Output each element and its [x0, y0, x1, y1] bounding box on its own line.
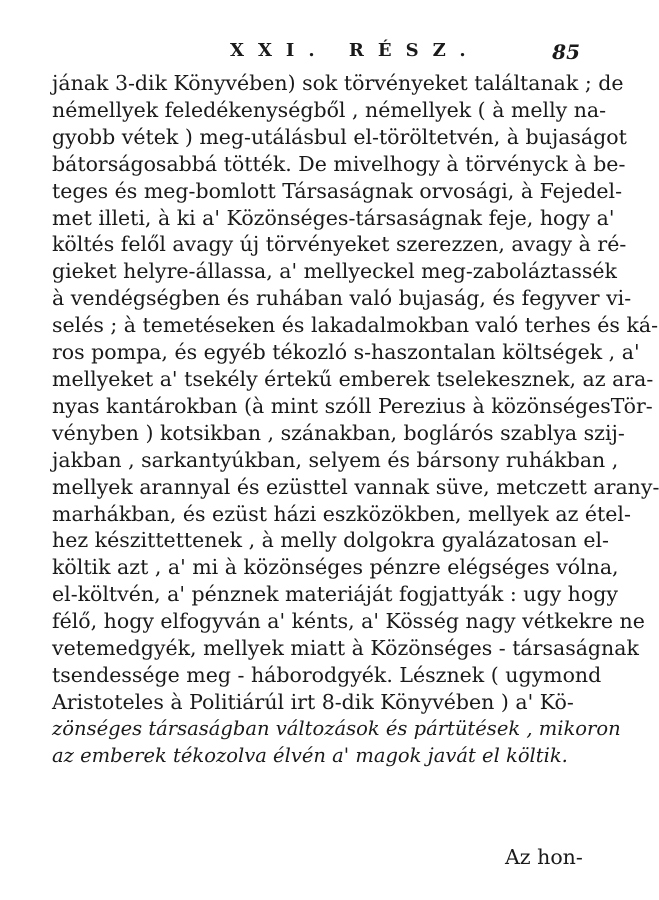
text-line: mellyek arannyal és ezüsttel vannak süve, metczett arany- [52, 474, 659, 499]
text-line: jakban , sarkantyúkban, selyem és bársony ruhákban , [52, 447, 619, 472]
text-line: jának 3-dik Könyvében) sok törvényeket találtanak ; de [52, 71, 624, 95]
text-line: tsendessége meg - háborodgyék. Lésznek ( ugymond [52, 662, 602, 687]
text-line: gieket helyre-állassa, a' mellyeckel meg-zaboláztassék [52, 259, 617, 284]
text-line: némellyek feledékenységből , némellyek ( à melly na- [52, 97, 607, 122]
text-line: félő, hogy elfogyván a' kénts, a' Kösség nagy vétkekre ne [52, 609, 645, 634]
text-line: ros pompa, és egyéb tékozló s-haszontalan költségek , a' [52, 340, 640, 365]
text-line: zönséges társaságban változások és pártütések , mikoron [52, 716, 621, 740]
page-number: 85 [552, 40, 580, 64]
text-line: mellyeket a' tsekély értekű emberek tselekesznek, az ara- [52, 366, 654, 391]
page-header [60, 40, 580, 66]
text-line: vetemedgyék, mellyek miatt à Közönséges - társaságnak [52, 636, 639, 661]
text-line: met illeti, à ki a' Közönséges-társaságnak feje, hogy a' [52, 205, 615, 230]
chapter-title: XXI. RÉSZ. [230, 40, 480, 61]
text-line: bátorságosabbá tötték. De mivelhogy à törvényck à be- [52, 151, 626, 176]
text-line: hez készittettenek , à melly dolgokra gyalázatosan el- [52, 528, 609, 553]
text-line: költik azt , a' mi à közönséges pénzre elégséges vólna, [52, 555, 619, 580]
text-line: à vendégségben és ruhában való bujaság, és fegyver vi- [52, 286, 632, 311]
text-line: selés ; à temetéseken és lakadalmokban való terhes és ká- [52, 313, 659, 338]
text-line: Aristoteles à Politiárúl irt 8-dik Könyvében ) a' Kö- [52, 689, 574, 714]
text-line: költés felől avagy új törvényeket szerezzen, avagy à ré- [52, 232, 627, 257]
text-line: marhákban, és ezüst házi eszközökben, mellyek az étel- [52, 501, 631, 526]
text-line: vényben ) kotsikban , szánakban, boglárós szablya szij- [52, 420, 625, 445]
text-line: gyobb vétek ) meg-utálásbul el-töröltetvén, à bujaságot [52, 124, 627, 149]
text-line: nyas kantárokban (à mint szóll Perezius à közönségesTör- [52, 393, 653, 418]
catchword: Az hon- [505, 845, 583, 869]
body-text [52, 70, 659, 770]
text-line: el-költvén, a' pénznek materiáját fogjattyák : ugy hogy [52, 582, 618, 607]
text-line: az emberek tékozolva élvén a' magok javát el költik. [52, 743, 568, 767]
text-line: teges és meg-bomlott Társaságnak orvosági, à Fejedel- [52, 178, 623, 203]
